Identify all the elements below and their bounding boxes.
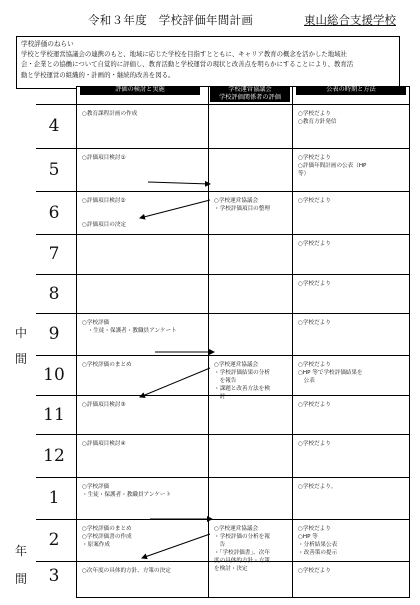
publication-text: ○学校だより。 (298, 484, 337, 490)
month-row (36, 274, 410, 313)
month-number: 3 (48, 566, 60, 586)
publication-text: ○教育方針発信 (298, 119, 337, 125)
evaluation-text: ○学校評価 (82, 320, 110, 326)
publication-text: ○HP 等で学校評価結果を (298, 370, 363, 376)
label-mid-term (14, 320, 28, 372)
council-text: ・学校評価の分析を報 (214, 534, 270, 540)
month-row (36, 395, 410, 434)
council-text: 告 (214, 542, 226, 548)
publication-text: ○学校だより (298, 568, 331, 574)
month-row (36, 477, 410, 519)
school-name: 東山総合支援学校 (304, 13, 396, 27)
council-text: ○学校運営協議会 (214, 362, 259, 368)
month-row (36, 434, 410, 477)
council-text: ○学校運営協議会 (214, 526, 259, 532)
label-annual (14, 537, 28, 593)
evaluation-text: ○教育課程計画の作成 (82, 111, 138, 117)
month-row (36, 313, 410, 355)
evaluation-text: ○評価項目検討③ (82, 402, 126, 408)
council-text: ・課題と改善方法を検 (214, 386, 270, 392)
publication-text: ○学校だより (298, 362, 331, 368)
column-header-publication: 公表の時期と方法 (296, 86, 406, 95)
month-number: 4 (48, 116, 60, 136)
column-header-council (210, 86, 290, 102)
month-number: 1 (48, 488, 60, 508)
publication-text: 等） (298, 171, 310, 177)
column-header-line: 学校評価関係者の評価 (219, 94, 281, 101)
publication-text: ○学校だより (298, 111, 331, 117)
publication-text: 公表 (298, 378, 315, 384)
month-number: 7 (48, 244, 60, 264)
evaluation-text: ・原案作成 (82, 542, 110, 548)
page-title: 令和３年度 学校評価年間計画 (88, 13, 254, 27)
month-number: 2 (48, 530, 60, 550)
council-text: 討 (214, 394, 226, 400)
evaluation-text: ○学校評価 (82, 484, 110, 490)
publication-text: ○評価年間計画の公表（HP (298, 163, 367, 169)
month-number: 9 (48, 324, 60, 344)
council-text: を検討・決定 (214, 566, 248, 572)
label-char: 中 (14, 326, 27, 340)
aims-line: 学校と学校運営協議会の連携のもと、地域に応じた学校を目指すとともに、キャリア教育の概念を活かした地域社 (21, 50, 347, 59)
aims-line: 会・企業との協働について自覚的に評価し、教育活動と学校運営の現状と改善点を明らかにすることにより、教育活 (21, 60, 354, 69)
evaluation-text: ○評価項目検討④ (82, 441, 126, 447)
month-row (36, 104, 410, 148)
evaluation-text: ○学校評価のまとめ (82, 362, 132, 368)
evaluation-text: ○学校評価のまとめ (82, 526, 132, 532)
publication-text: ・分析結果公表 (298, 542, 338, 548)
council-text: 度の具体的方針・方策 (214, 558, 270, 564)
council-text: を報告 (214, 378, 237, 384)
month-row (36, 148, 410, 191)
publication-text: ○学校だより (298, 155, 331, 161)
publication-text: ○学校だより (298, 526, 331, 532)
council-text: ・「学校評価書」、次年 (214, 550, 270, 556)
month-row (36, 234, 410, 274)
council-text: ・学校評価結果の分析 (214, 370, 270, 376)
publication-text: ○学校だより (298, 198, 331, 204)
aims-box (16, 36, 400, 89)
month-number: 10 (43, 365, 65, 385)
evaluation-text: ○評価項目の決定 (82, 222, 127, 228)
evaluation-text: ○学校評価書の作成 (82, 534, 132, 540)
label-char: 年 (14, 544, 27, 558)
month-number: 8 (48, 283, 60, 304)
month-row (36, 561, 410, 591)
publication-text: ○学校だより (298, 402, 331, 408)
aims-line: 動と学校運営の組織的・計画的・継続的改善を図る。 (21, 70, 175, 79)
aims-title: 学校評価のねらい (21, 40, 74, 48)
publication-text: ○学校だより (298, 320, 331, 326)
publication-text: ・改善策の提示 (298, 550, 338, 556)
publication-text: ○学校だより (298, 281, 331, 287)
month-row (36, 355, 410, 400)
column-header-evaluation: 評価の検討と実施 (80, 86, 200, 95)
publication-text: ○学校だより (298, 441, 331, 447)
column-header-line: 学校運営協議会 (228, 86, 272, 93)
label-char: 間 (14, 352, 27, 366)
month-number: 11 (43, 404, 65, 425)
evaluation-text: ・生徒・保護者・教職員アンケート (82, 492, 172, 498)
month-row (36, 191, 410, 234)
evaluation-text: ○評価項目検討① (82, 155, 126, 161)
evaluation-text: ○次年度の具体的方針、方策の決定 (82, 568, 171, 574)
page-header (0, 12, 420, 30)
evaluation-text: ・生徒・保護者・教職員アンケート (82, 328, 177, 334)
publication-text: ○HP 等 (298, 534, 318, 540)
month-number: 12 (43, 445, 65, 466)
label-char: 間 (14, 572, 27, 586)
plan-table (36, 86, 410, 598)
month-number: 5 (48, 159, 60, 180)
publication-text: ○学校だより (298, 241, 331, 247)
council-text: ○学校運営協議会 (214, 198, 259, 204)
evaluation-text: ○評価項目検討② (82, 198, 126, 204)
council-text: ・学校評価項目の整理 (214, 206, 270, 212)
month-number: 6 (48, 202, 60, 223)
